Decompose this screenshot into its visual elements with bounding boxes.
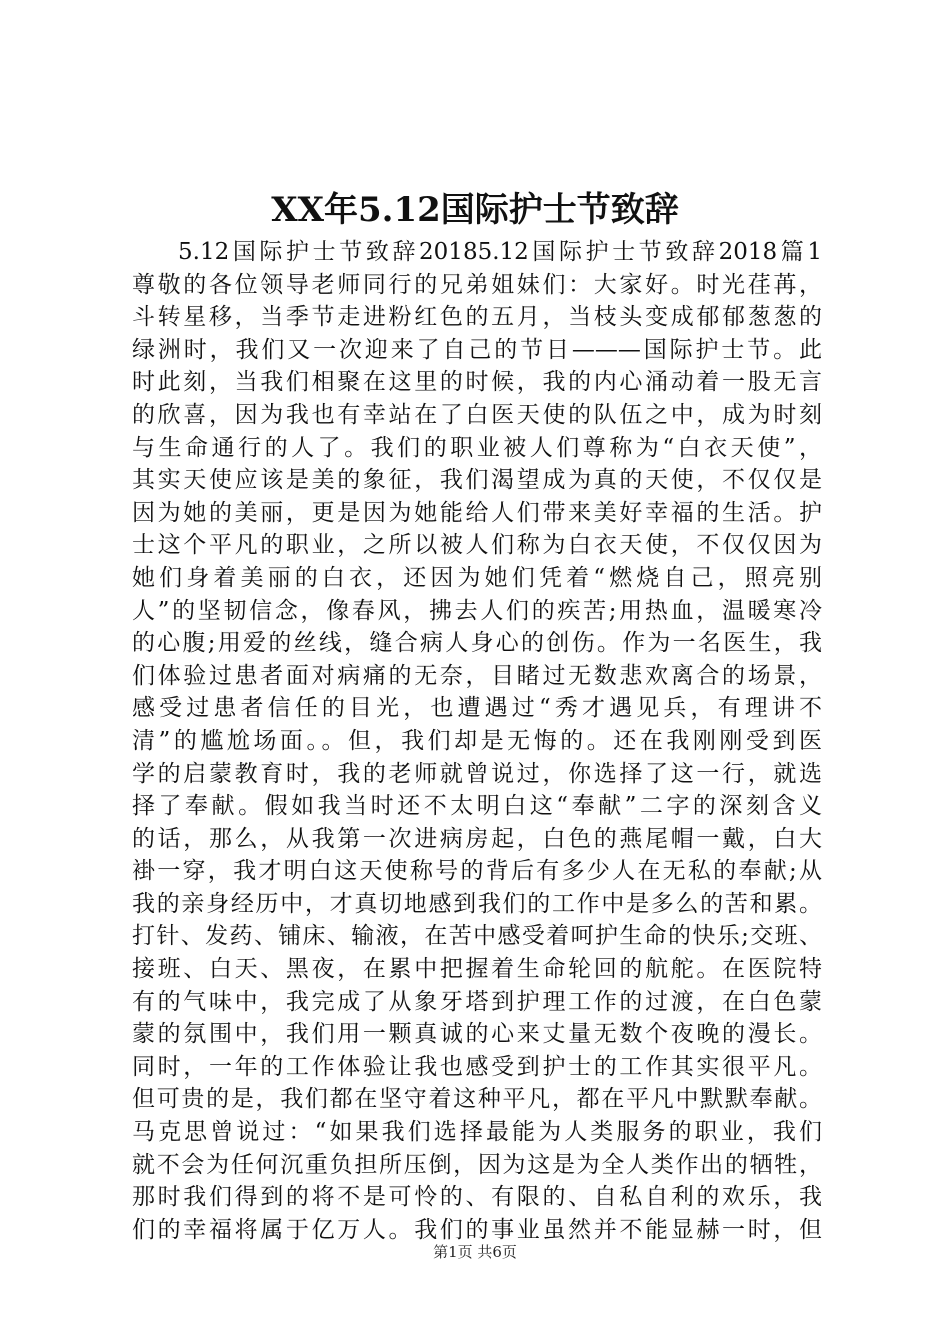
body-line: 时此刻，当我们相聚在这里的时候，我的内心涌动着一股无言 (132, 369, 822, 396)
body-line: 感受过患者信任的目光，也遭遇过“秀才遇见兵，有理讲不 (132, 695, 822, 722)
body-line: 褂一穿，我才明白这天使称号的背后有多少人在无私的奉献;从 (132, 858, 822, 885)
body-line: 的欣喜，因为我也有幸站在了白医天使的队伍之中，成为时刻 (132, 401, 822, 428)
document-body (132, 236, 822, 1246)
body-line: 与生命通行的人了。我们的职业被人们尊称为“白衣天使”， (132, 434, 822, 461)
body-line: 但可贵的是，我们都在坚守着这种平凡，都在平凡中默默奉献。 (132, 1086, 822, 1113)
body-line: 清”的尴尬场面。。但，我们却是无悔的。还在我刚刚受到医 (132, 727, 822, 754)
body-line: 打针、发药、铺床、输液，在苦中感受着呵护生命的快乐;交班、 (132, 923, 822, 950)
body-line: 马克思曾说过：“如果我们选择最能为人类服务的职业，我们 (132, 1119, 822, 1146)
body-line: 尊敬的各位领导老师同行的兄弟姐妹们：大家好。时光荏苒， (132, 271, 822, 298)
body-line: 有的气味中，我完成了从象牙塔到护理工作的过渡，在白色蒙 (132, 988, 822, 1015)
body-line: 学的启蒙教育时，我的老师就曾说过，你选择了这一行，就选 (132, 760, 822, 787)
body-line: 就不会为任何沉重负担所压倒，因为这是为全人类作出的牺牲， (132, 1151, 822, 1178)
body-line: 那时我们得到的将不是可怜的、有限的、自私自利的欢乐，我 (132, 1184, 822, 1211)
page-footer: 第1页 共6页 (433, 1243, 517, 1261)
body-line: 士这个平凡的职业，之所以被人们称为白衣天使，不仅仅因为 (132, 532, 822, 559)
body-line: 其实天使应该是美的象征，我们渴望成为真的天使，不仅仅是 (132, 467, 822, 494)
body-line: 5.12国际护士节致辞20185.12国际护士节致辞2018篇1 (178, 239, 822, 265)
body-line: 的话，那么，从我第一次进病房起，白色的燕尾帽一戴，白大 (132, 825, 822, 852)
body-line: 我的亲身经历中，才真切地感到我们的工作中是多么的苦和累。 (132, 890, 822, 917)
document-title: XX年5.12国际护士节致辞 (271, 190, 679, 230)
body-line: 因为她的美丽，更是因为她能给人们带来美好幸福的生活。护 (132, 499, 822, 526)
body-line: 接班、白天、黑夜，在累中把握着生命轮回的航舵。在医院特 (132, 956, 822, 983)
body-line: 们体验过患者面对病痛的无奈，目睹过无数悲欢离合的场景， (132, 662, 822, 689)
body-line: 蒙的氛围中，我们用一颗真诚的心来丈量无数个夜晚的漫长。 (132, 1021, 822, 1048)
body-line: 斗转星移，当季节走进粉红色的五月，当枝头变成郁郁葱葱的 (132, 304, 822, 331)
body-line: 她们身着美丽的白衣，还因为她们凭着“燃烧自己，照亮别 (132, 564, 822, 591)
body-line: 人”的坚韧信念，像春风，拂去人们的疾苦;用热血，温暖寒冷 (132, 597, 822, 624)
body-line: 们的幸福将属于亿万人。我们的事业虽然并不能显赫一时，但 (132, 1216, 822, 1243)
body-line: 同时，一年的工作体验让我也感受到护士的工作其实很平凡。 (132, 1053, 822, 1080)
body-line: 的心腹;用爱的丝线，缝合病人身心的创伤。作为一名医生，我 (132, 630, 822, 657)
body-line: 绿洲时，我们又一次迎来了自己的节日———国际护士节。此 (132, 336, 822, 363)
body-line: 择了奉献。假如我当时还不太明白这“奉献”二字的深刻含义 (132, 793, 822, 820)
